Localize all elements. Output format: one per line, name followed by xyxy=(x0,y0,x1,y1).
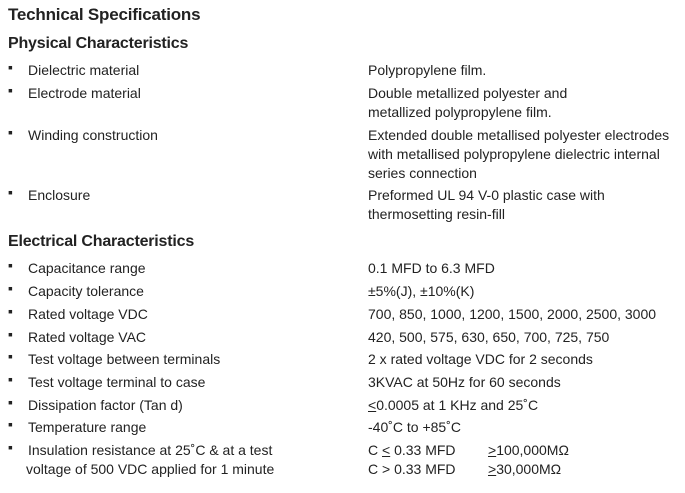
electrical-heading: Electrical Characteristics xyxy=(8,233,195,250)
spec-value: -40˚C to +85˚C xyxy=(368,419,461,435)
spec-value xyxy=(368,395,683,415)
spec-value: 3KVAC at 50Hz for 60 seconds xyxy=(368,374,561,390)
spec-value xyxy=(368,60,683,79)
bullet-icon: ▪ xyxy=(8,326,13,342)
bullet-icon: ▪ xyxy=(8,184,13,200)
bullet-icon: ▪ xyxy=(8,82,13,98)
greater-equal-sign: > xyxy=(488,442,497,458)
spec-label: Temperature range xyxy=(28,419,147,435)
value-line: Double metallized polyester and xyxy=(368,85,568,101)
bullet-icon: ▪ xyxy=(8,59,13,75)
insulation-row-large xyxy=(368,459,683,478)
value-line: Preformed UL 94 V-0 plastic case with xyxy=(368,187,605,203)
spec-label: Capacity tolerance xyxy=(28,283,144,299)
value-line: thermosetting resin-fill xyxy=(368,206,505,222)
spec-label: Test voltage terminal to case xyxy=(28,374,206,390)
less-equal-sign: < xyxy=(382,442,391,458)
bullet-icon: ▪ xyxy=(8,280,13,296)
spec-value xyxy=(368,440,683,478)
spec-value: 700, 850, 1000, 1200, 1500, 2000, 2500, 3000 xyxy=(368,306,657,322)
condition-text: C xyxy=(368,442,382,458)
value-line: Polypropylene film. xyxy=(368,62,487,78)
bullet-icon: ▪ xyxy=(8,303,13,319)
spec-value xyxy=(368,125,683,182)
physical-heading: Physical Characteristics xyxy=(8,35,189,52)
resistance-value: 100,000MΩ xyxy=(496,442,569,458)
spec-label: Capacitance range xyxy=(28,260,146,276)
spec-value xyxy=(368,185,683,223)
value-text: 0.0005 at 1 KHz and 25˚C xyxy=(376,397,539,413)
spec-value: 420, 500, 575, 630, 650, 700, 725, 750 xyxy=(368,329,610,345)
insulation-row-small xyxy=(368,440,683,459)
less-equal-sign: < xyxy=(368,397,377,413)
condition-text: C > 0.33 MFD xyxy=(368,461,456,477)
spec-value: 2 x rated voltage VDC for 2 seconds xyxy=(368,351,593,367)
spec-label: Enclosure xyxy=(28,187,91,203)
spec-label: Dielectric material xyxy=(28,62,140,78)
spec-value xyxy=(368,83,683,121)
value-line: metallized polypropylene film. xyxy=(368,104,552,120)
page-title: Technical Specifications xyxy=(8,5,201,24)
label-line: voltage of 500 VDC applied for 1 minute xyxy=(26,461,275,477)
spec-value: 0.1 MFD to 6.3 MFD xyxy=(368,260,495,276)
spec-label: Test voltage between terminals xyxy=(28,351,221,367)
bullet-icon: ▪ xyxy=(8,394,13,410)
bullet-icon: ▪ xyxy=(8,124,13,140)
bullet-icon: ▪ xyxy=(8,257,13,273)
greater-equal-sign: > xyxy=(488,461,497,477)
resistance-value: 30,000MΩ xyxy=(496,461,562,477)
spec-label: Dissipation factor (Tan d) xyxy=(28,397,183,413)
spec-label: Electrode material xyxy=(28,85,141,101)
spec-label: Rated voltage VDC xyxy=(28,306,148,322)
spec-label: Winding construction xyxy=(28,127,158,143)
bullet-icon: ▪ xyxy=(8,371,13,387)
condition-text: 0.33 MFD xyxy=(390,442,456,458)
label-line: Insulation resistance at 25˚C & at a test xyxy=(28,442,273,458)
bullet-icon: ▪ xyxy=(8,439,13,455)
value-line: Extended double metallised polyester electrodes xyxy=(368,127,670,143)
spec-label xyxy=(28,440,358,478)
bullet-icon: ▪ xyxy=(8,416,13,432)
bullet-icon: ▪ xyxy=(8,348,13,364)
value-line: series connection xyxy=(368,165,477,181)
spec-value: ±5%(J), ±10%(K) xyxy=(368,283,475,299)
value-line: with metallised polypropylene dielectric internal xyxy=(368,146,660,162)
spec-label: Rated voltage VAC xyxy=(28,329,147,345)
